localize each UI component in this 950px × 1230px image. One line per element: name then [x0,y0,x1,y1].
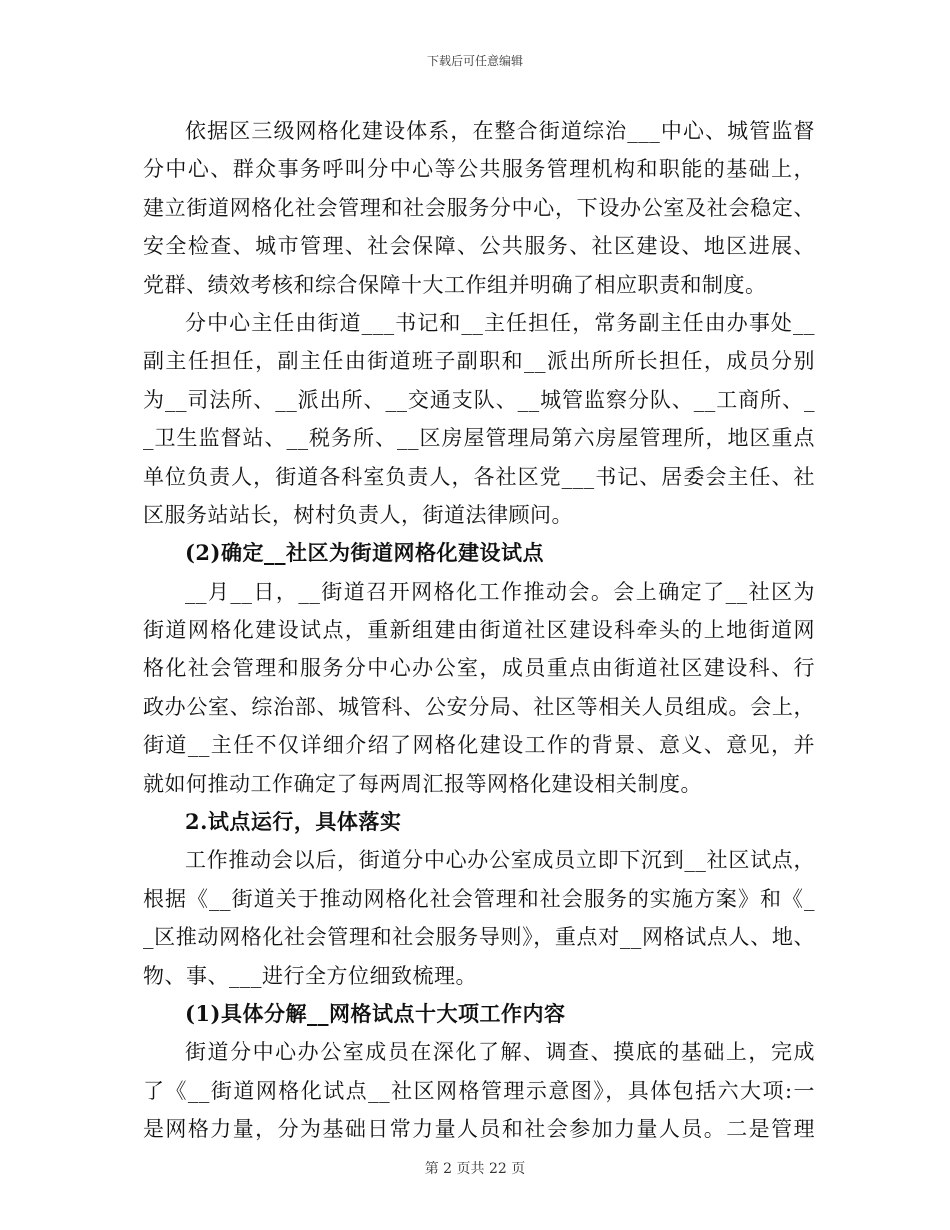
text-line: 政办公室、综治部、城管科、公安分局、社区等相关人员组成。会上， [143,694,815,719]
text-line: 就如何推动工作确定了每两周汇报等网格化建设相关制度。 [143,771,702,796]
text-line: 单位负责人，街道各科室负责人，各社区党___书记、居委会主任、社 [143,464,815,489]
text-line: 依据区三级网格化建设体系，在整合街道综治___中心、城管监督 [185,119,815,143]
text-line: 分中心、群众事务呼叫分中心等公共服务管理机构和职能的基础上， [143,157,815,182]
text-line: 工作推动会以后，街道分中心办公室成员立即下沉到__社区试点， [185,848,815,873]
page-header: 下载后可任意编辑 [426,54,523,68]
text-line: 分中心主任由街道___书记和__主任担任，常务副主任由办事处__ [185,310,815,335]
text-line: 格化社会管理和服务分中心办公室，成员重点由街道社区建设科、行 [143,656,815,681]
text-line: 根据《__街道关于推动网格化社会管理和社会服务的实施方案》和《_ [143,886,815,911]
text-line: 街道__主任不仅详细介绍了网格化建设工作的背景、意义、意见，并 [143,733,815,758]
text-line: 党群、绩效考核和综合保障十大工作组并明确了相应职责和制度。 [143,272,767,297]
text-line: _区推动网格化社会管理和社会服务导则》，重点对__网格试点人、地、 [143,925,815,950]
text-line: 副主任担任，副主任由街道班子副职和__派出所所长担任，成员分别 [143,349,815,374]
document-body [143,112,815,1149]
section-heading: (2)确定__社区为街道网格化建设试点 [185,540,544,566]
text-line: 街道分中心办公室成员在深化了解、调查、摸底的基础上，完成 [185,1040,815,1065]
text-line: 建立街道网格化社会管理和社会服务分中心，下设办公室及社会稳定、 [143,195,815,220]
text-line: 了《__街道网格化试点__社区网格管理示意图》，具体包括六大项:一 [143,1078,815,1103]
text-line: _卫生监督站、__税务所、__区房屋管理局第六房屋管理所，地区重点 [143,426,815,451]
section-heading: 2.试点运行，具体落实 [185,809,402,835]
section-heading: (1)具体分解__网格试点十大项工作内容 [185,1000,566,1026]
text-line: 是网格力量，分为基础日常力量人员和社会参加力量人员。二是管理 [143,1117,815,1142]
page-footer: 第 2 页共 22 页 [424,1161,526,1177]
text-line: 街道网格化建设试点，重新组建由街道社区建设科牵头的上地街道网 [143,618,815,643]
text-line: __月__日，__街道召开网格化工作推动会。会上确定了__社区为 [185,579,815,604]
text-line: 区服务站站长，树村负责人，街道法律顾问。 [143,502,573,527]
text-line: 物、事、___进行全方位细致梳理。 [143,963,477,988]
text-line: 安全检查、城市管理、社会保障、公共服务、社区建设、地区进展、 [143,234,815,259]
text-line: 为__司法所、__派出所、__交通支队、__城管监察分队、__工商所、_ [143,387,815,412]
